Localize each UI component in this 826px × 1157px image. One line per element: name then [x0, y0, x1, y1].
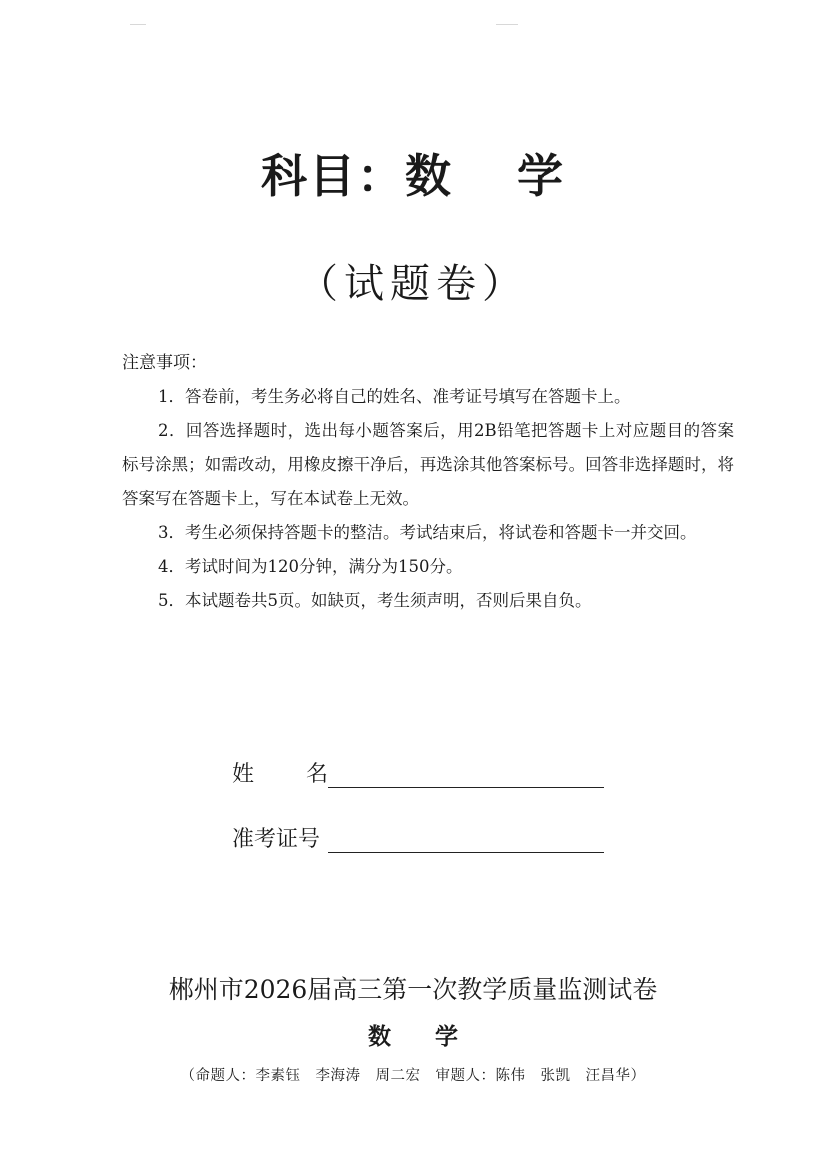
notice-item: 2．回答选择题时，选出每小题答案后，用2B铅笔把答题卡上对应题目的答案标号涂黑；如需改动，用橡皮擦干净后，再选涂其他答案标号。回答非选择题时，将答案写在答题卡上，写在本试卷上无效。: [122, 421, 734, 508]
exam-id-label: 准考证号: [232, 827, 321, 852]
subject-label: 科目：: [261, 149, 405, 203]
authors-line: （命题人：李素钰 李海涛 周二宏 审题人：陈伟 张凯 汪昌华）: [180, 1068, 646, 1084]
scan-artifact: [496, 24, 518, 25]
exam-title: 郴州市2026届高三第一次教学质量监测试卷: [168, 975, 658, 1004]
name-label: [232, 757, 328, 788]
name-field-row: [232, 757, 604, 788]
notice-item: 4．考试时间为120分钟，满分为150分。: [158, 557, 463, 576]
notice-item: 3．考生必须保持答题卡的整洁。考试结束后，将试卷和答题卡一并交回。: [158, 523, 697, 542]
scan-artifact: [130, 24, 146, 25]
subject-char-1: 数: [405, 149, 453, 203]
notice-item: 1．答卷前，考生务必将自己的姓名、准考证号填写在答题卡上。: [158, 387, 631, 406]
notice-item: 5．本试题卷共5页。如缺页，考生须声明，否则后果自负。: [158, 591, 592, 610]
name-label-char-2: 名: [305, 762, 328, 787]
notice-list: [122, 380, 734, 618]
paper-type: （试题卷）: [298, 261, 528, 307]
exam-id-fill-line[interactable]: [328, 826, 604, 853]
subject-title: [0, 140, 826, 206]
name-fill-line[interactable]: [328, 761, 604, 788]
subject-char-2: 学: [517, 149, 565, 203]
exam-subject-char-1: 数: [368, 1023, 391, 1050]
exam-subject: [0, 1018, 826, 1051]
notice-heading: 注意事项：: [122, 353, 207, 373]
name-label-char-1: 姓: [232, 762, 255, 787]
exam-id-field-row: [232, 822, 604, 853]
exam-subject-char-2: 学: [435, 1023, 458, 1050]
